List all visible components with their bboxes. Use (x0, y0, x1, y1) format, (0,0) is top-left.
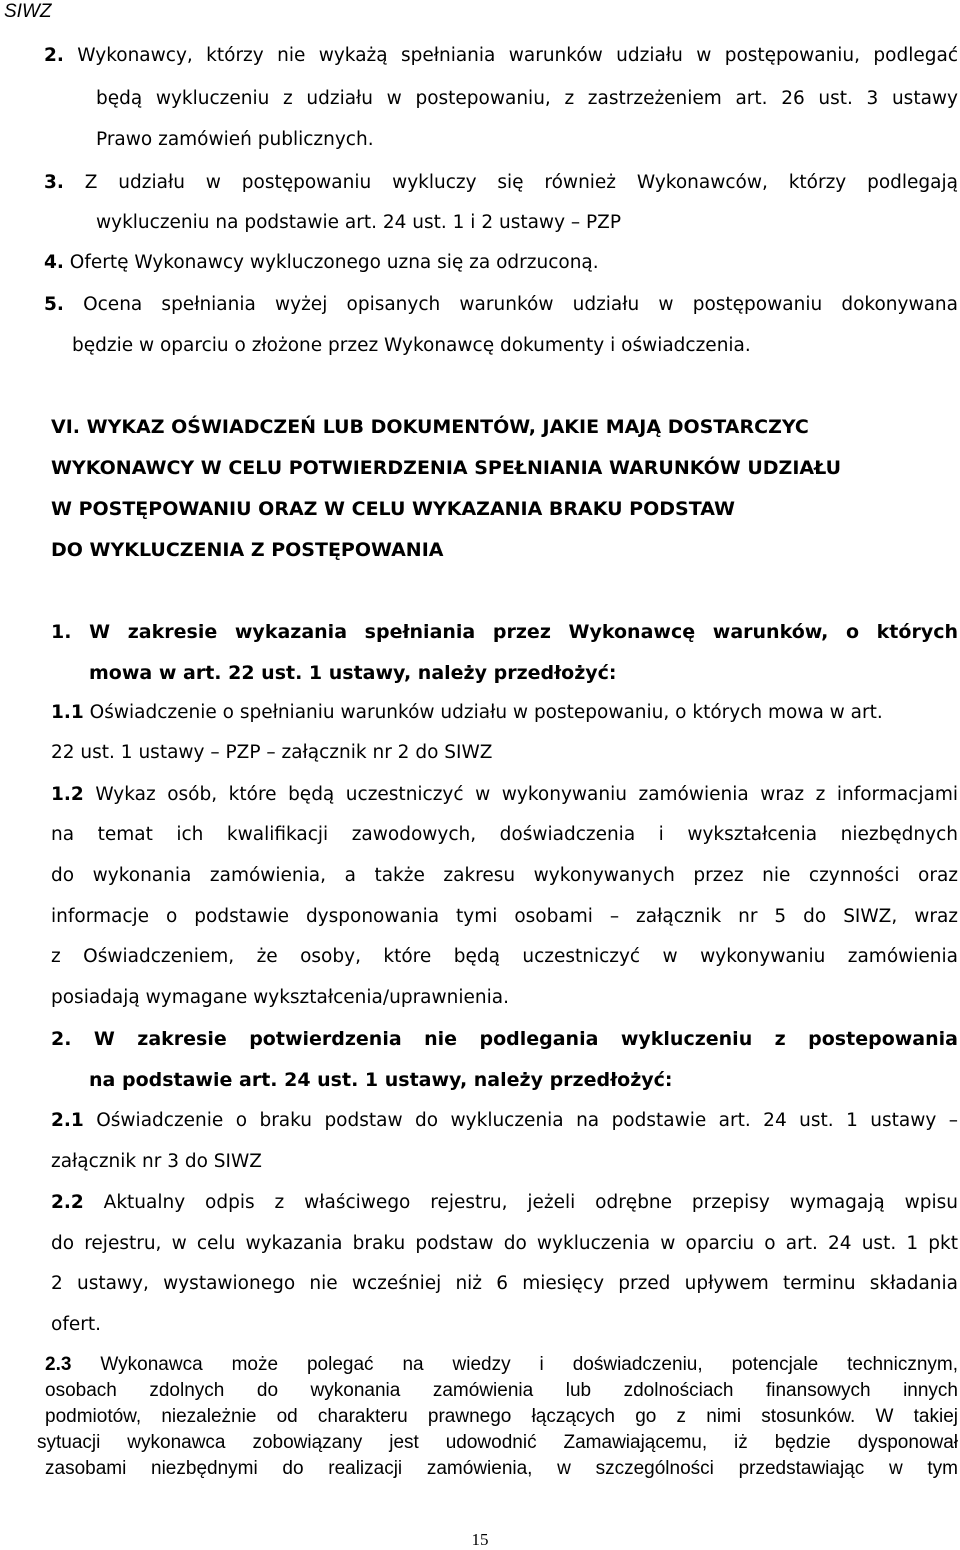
item-text: Ocena spełniania wyżej opisanych warunków udziału w postępowaniu dokonywana (83, 294, 958, 315)
list-item-3-line-1 (44, 170, 958, 196)
item-2-2-line-1 (51, 1190, 958, 1216)
subsection-2-line-1 (51, 1026, 958, 1052)
list-item-4 (44, 250, 599, 276)
item-1-2-line-4: informacje o podstawie dysponowania tymi osobami – załącznik nr 5 do SIWZ, wraz (51, 906, 958, 927)
item-text: Z udziału w postępowaniu wykluczy się również Wykonawców, którzy podlegają (84, 172, 958, 193)
item-2-2-line-2: do rejestru, w celu wykazania braku podstaw do wykluczenia w oparciu o art. 24 ust. 1 pkt (51, 1233, 958, 1254)
item-1-2-line-5: z Oświadczeniem, że osoby, które będą uczestniczyć w wykonywaniu zamówienia (51, 946, 958, 967)
section-heading-line-1: VI. WYKAZ OŚWIADCZEŃ LUB DOKUMENTÓW, JAKIE MAJĄ DOSTARCZYC (51, 416, 809, 438)
item-number: 2.2 (51, 1192, 84, 1213)
item-1-2-line-2: na temat ich kwalifikacji zawodowych, doświadczenia i wykształcenia niezbędnych (51, 824, 958, 845)
item-1-2-line-1 (51, 782, 958, 808)
subsection-2-line-2: na podstawie art. 24 ust. 1 ustawy, należy przedłożyć: (89, 1069, 673, 1091)
item-number: 2.1 (51, 1110, 84, 1131)
item-2-1-line-2: załącznik nr 3 do SIWZ (51, 1151, 262, 1172)
item-1-1-line-2: 22 ust. 1 ustawy – PZP – załącznik nr 2 do SIWZ (51, 742, 493, 763)
item-number: 2.3 (45, 1354, 72, 1375)
list-item-5-line-1 (44, 292, 958, 318)
item-text: Wykonawca może polegać na wiedzy i doświadczeniu, potencjale technicznym, (100, 1354, 959, 1375)
list-item-3-line-2: wykluczeniu na podstawie art. 24 ust. 1 i 2 ustawy – PZP (96, 212, 622, 233)
item-text: Wykaz osób, które będą uczestniczyć w wykonywaniu zamówienia wraz z informacjami (95, 784, 958, 805)
item-2-2-line-3: 2 ustawy, wystawionego nie wcześniej niż 6 miesięcy przed upływem terminu składania (51, 1273, 958, 1294)
item-number: 1.2 (51, 784, 84, 805)
document-header: SIWZ (4, 1, 52, 22)
item-number: 2. (44, 45, 64, 66)
item-2-3-line-2: osobach zdolnych do wykonania zamówienia lub zdolnościach finansowych innych (45, 1380, 958, 1401)
list-item-2-line-2: będą wykluczeniu z udziału w postepowaniu, z zastrzeżeniem art. 26 ust. 3 ustawy (96, 88, 958, 109)
item-text: Oświadczenie o braku podstaw do wykluczenia na podstawie art. 24 ust. 1 ustawy – (96, 1110, 958, 1131)
section-heading-line-3: W POSTĘPOWANIU ORAZ W CELU WYKAZANIA BRAKU PODSTAW (51, 498, 736, 520)
item-2-1-line-1 (51, 1108, 958, 1134)
item-number: 4. (44, 252, 64, 273)
subsection-text: W zakresie wykazania spełniania przez Wykonawcę warunków, o których (89, 621, 958, 643)
subsection-number: 2. (51, 1028, 72, 1050)
item-text: Aktualny odpis z właściwego rejestru, jeżeli odrębne przepisy wymagają wpisu (103, 1192, 958, 1213)
item-number: 3. (44, 172, 64, 193)
subsection-number: 1. (51, 621, 72, 643)
item-1-2-line-3: do wykonania zamówienia, a także zakresu wykonywanych przez nie czynności oraz (51, 865, 958, 886)
section-heading-line-4: DO WYKLUCZENIA Z POSTĘPOWANIA (51, 539, 444, 561)
list-item-5-line-2: będzie w oparciu o złożone przez Wykonawcę dokumenty i oświadczenia. (72, 335, 751, 356)
subsection-1-line-2: mowa w art. 22 ust. 1 ustawy, należy przedłożyć: (89, 662, 617, 684)
list-item-2-line-3: Prawo zamówień publicznych. (96, 129, 374, 150)
item-2-3-line-3: podmiotów, niezależnie od charakteru prawnego łączących go z nimi stosunków. W takiej (45, 1406, 958, 1427)
item-text: Wykonawcy, którzy nie wykażą spełniania warunków udziału w postępowaniu, podlegać (77, 45, 958, 66)
subsection-1-line-1 (51, 619, 958, 645)
item-number: 1.1 (51, 702, 84, 723)
item-2-3-line-5: zasobami niezbędnymi do realizacji zamówienia, w szczególności przedstawiając w tym (45, 1458, 958, 1479)
item-2-3-line-4: sytuacji wykonawca zobowiązany jest udowodnić Zamawiającemu, iż będzie dysponował (37, 1432, 958, 1453)
item-1-1-line-1 (51, 700, 883, 726)
item-2-3-line-1 (45, 1352, 958, 1378)
item-text: Ofertę Wykonawcy wykluczonego uzna się za odrzuconą. (69, 252, 599, 273)
page-number: 15 (471, 1530, 489, 1549)
list-item-2-line-1 (44, 43, 958, 69)
section-heading-line-2: WYKONAWCY W CELU POTWIERDZENIA SPEŁNIANIA WARUNKÓW UDZIAŁU (51, 457, 842, 479)
item-number: 5. (44, 294, 64, 315)
item-1-2-line-6: posiadają wymagane wykształcenia/uprawnienia. (51, 987, 509, 1008)
subsection-text: W zakresie potwierdzenia nie podlegania wykluczeniu z postepowania (93, 1028, 958, 1050)
item-text: Oświadczenie o spełnianiu warunków udziału w postepowaniu, o których mowa w art. (89, 702, 883, 723)
item-2-2-line-4: ofert. (51, 1314, 101, 1335)
